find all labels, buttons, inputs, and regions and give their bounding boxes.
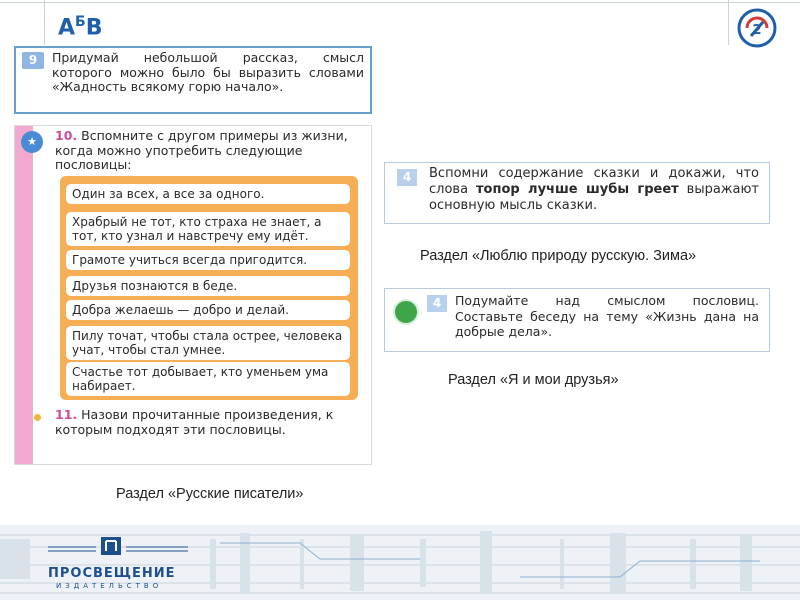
pink-margin-strip [15, 126, 33, 464]
task-4b-text: Подумайте над смыслом пословиц. Составьте беседу на тему «Жизнь дана на добрые дела». [455, 293, 759, 339]
task-11-number: 11. [55, 407, 78, 422]
task-4-proverbs-card [384, 288, 770, 352]
caption-section-druzya: Раздел «Я и мои друзья» [448, 372, 619, 388]
caption-section-zima: Раздел «Люблю природу русскую. Зима» [420, 248, 697, 264]
star-badge-icon: ★ [21, 131, 43, 153]
abv-logo-a: А [58, 15, 76, 41]
task-10-text: Вспомните с другом примеры из жизни, когда можно употребить следующие пословицы: [55, 128, 348, 172]
publisher-emblem-icon [735, 6, 779, 50]
publisher-name: ПРОСВЕЩЕНИЕ [48, 566, 176, 581]
proverb-item: Счастье тот добывает, кто уменьем ума набирает. [66, 362, 350, 396]
proverb-item: Друзья познаются в беде. [66, 276, 350, 296]
task-10-card [14, 125, 372, 465]
task-4a-text-bold: топор лучше шубы греет [476, 182, 679, 197]
task-4-fairytale-card [384, 162, 770, 224]
proverb-item: Один за всех, а все за одного. [66, 184, 350, 204]
proverb-item: Грамоте учиться всегда пригодится. [66, 250, 350, 270]
frame-line-left [44, 0, 45, 45]
abv-logo [58, 14, 102, 40]
task-11-text: Назови прочитанные произведения, к которым подходят эти пословицы. [55, 407, 334, 437]
frame-line-right [728, 0, 729, 45]
svg-text:2: 2 [752, 23, 762, 38]
proverbs-box [60, 176, 358, 400]
proverb-item: Пилу точат, чтобы стала острее, человека учат, чтобы стал умнее. [66, 326, 350, 360]
task-4a-text [429, 166, 759, 214]
abv-logo-b: Б [75, 14, 86, 30]
publisher-subtitle: ИЗДАТЕЛЬСТВО [56, 582, 163, 590]
frame-line-top [0, 2, 800, 3]
task-9-card [14, 46, 372, 114]
task-11-title [55, 408, 359, 437]
task-9-number: 9 [22, 52, 44, 69]
task-4a-number: 4 [397, 169, 417, 186]
caption-section-pisateli: Раздел «Русские писатели» [116, 486, 304, 502]
task-10-number: 10. [55, 128, 78, 143]
abv-logo-v: В [85, 15, 103, 41]
task-4a-text-start: Вспомни содержание сказки и докажи, что слова [429, 166, 759, 197]
task-10-title [55, 129, 359, 173]
task-4b-number: 4 [427, 295, 447, 312]
task-9-text: Придумай небольшой рассказ, смысл которого можно было бы выразить словами «Жадность всякому горю начало». [52, 50, 364, 94]
green-flower-icon [393, 299, 419, 325]
task-11-bullet-icon [34, 414, 41, 421]
task-4a-text-end: выражают основную мысль сказки. [429, 182, 760, 213]
proverb-item: Добра желаешь — добро и делай. [66, 300, 350, 320]
proverb-item: Храбрый не тот, кто страха не знает, а тот, кто узнал и навстречу ему идёт. [66, 212, 350, 246]
